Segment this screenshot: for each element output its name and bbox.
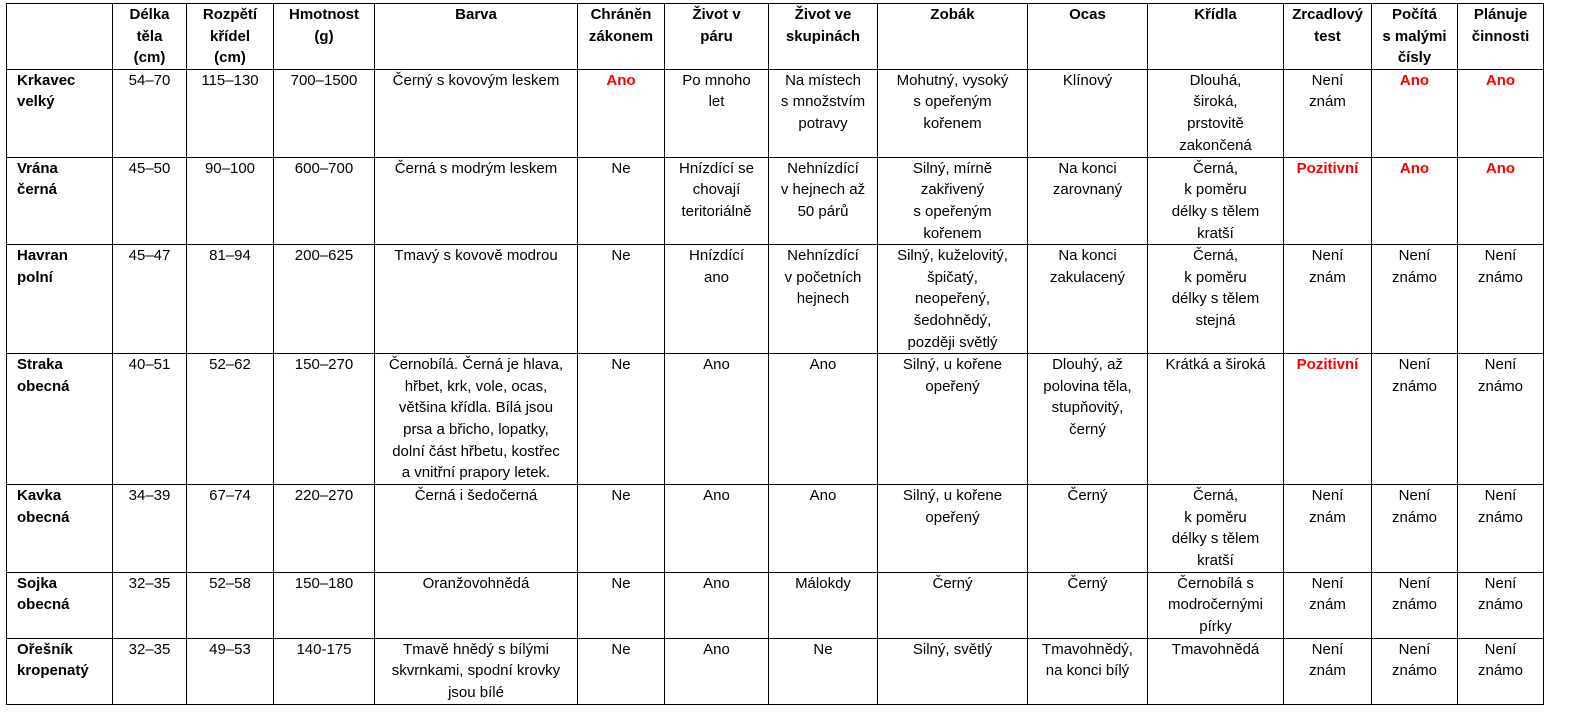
cell-beak: Silný, světlý (878, 638, 1028, 704)
cell-mirror-test: Není znám (1284, 69, 1372, 157)
cell-protected: Ne (578, 572, 665, 638)
header-body-length: Délka těla (cm) (113, 4, 187, 70)
cell-group-life: Na místech s množstvím potravy (769, 69, 878, 157)
cell-plans: Ano (1458, 157, 1544, 244)
header-protected: Chráněn zákonem (578, 4, 665, 70)
cell-beak: Silný, mírně zakřivený s opeřeným kořenem (878, 157, 1028, 244)
species-name-cell: Sojka obecná (7, 572, 113, 638)
cell-beak: Černý (878, 572, 1028, 638)
header-tail: Ocas (1028, 4, 1148, 70)
cell-tail: Na konci zakulacený (1028, 245, 1148, 354)
cell-beak: Mohutný, vysoký s opeřeným kořenem (878, 69, 1028, 157)
cell-beak: Silný, u kořene opeřený (878, 485, 1028, 572)
cell-counts: Ano (1372, 157, 1458, 244)
cell-pair-life: Ano (665, 572, 769, 638)
cell-plans: Není známo (1458, 354, 1544, 485)
bird-comparison-table (6, 3, 1544, 705)
table-row (7, 572, 1544, 638)
cell-wings: Dlouhá, široká, prstovitě zakončená (1148, 69, 1284, 157)
cell-pair-life: Ano (665, 485, 769, 572)
header-counts: Počítá s malými čísly (1372, 4, 1458, 70)
header-beak: Zobák (878, 4, 1028, 70)
cell-color: Černobílá. Černá je hlava, hřbet, krk, vole, ocas, většina křídla. Bílá jsou prsa a břicho, lopatky, dolní část hřbetu, kostřec a vnitřní prapory letek. (375, 354, 578, 485)
cell-weight: 200–625 (274, 245, 375, 354)
cell-group-life: Ano (769, 354, 878, 485)
cell-tail: Tmavohnědý, na konci bílý (1028, 638, 1148, 704)
table-row (7, 354, 1544, 485)
cell-pair-life: Hnízdící se chovají teritoriálně (665, 157, 769, 244)
cell-body-length: 32–35 (113, 638, 187, 704)
header-wingspan: Rozpětí křídel (cm) (187, 4, 274, 70)
table-row (7, 69, 1544, 157)
table-row (7, 638, 1544, 704)
header-corner-cell (7, 4, 113, 70)
cell-color: Černý s kovovým leskem (375, 69, 578, 157)
cell-mirror-test: Pozitivní (1284, 157, 1372, 244)
cell-body-length: 40–51 (113, 354, 187, 485)
species-name-cell: Straka obecná (7, 354, 113, 485)
cell-weight: 140-175 (274, 638, 375, 704)
cell-mirror-test: Není znám (1284, 638, 1372, 704)
cell-color: Tmavý s kovově modrou (375, 245, 578, 354)
cell-wingspan: 115–130 (187, 69, 274, 157)
cell-body-length: 45–50 (113, 157, 187, 244)
cell-plans: Není známo (1458, 245, 1544, 354)
cell-body-length: 32–35 (113, 572, 187, 638)
header-mirror-test: Zrcadlový test (1284, 4, 1372, 70)
cell-tail: Dlouhý, až polovina těla, stupňovitý, černý (1028, 354, 1148, 485)
cell-group-life: Ano (769, 485, 878, 572)
cell-plans: Není známo (1458, 485, 1544, 572)
table-row (7, 485, 1544, 572)
cell-protected: Ne (578, 157, 665, 244)
species-name-cell: Krkavec velký (7, 69, 113, 157)
cell-mirror-test: Není znám (1284, 245, 1372, 354)
header-pair-life: Život v páru (665, 4, 769, 70)
table-row (7, 157, 1544, 244)
cell-plans: Není známo (1458, 638, 1544, 704)
cell-weight: 600–700 (274, 157, 375, 244)
cell-beak: Silný, kuželovitý, špičatý, neopeřený, šedohnědý, později světlý (878, 245, 1028, 354)
cell-protected: Ne (578, 638, 665, 704)
cell-pair-life: Ano (665, 354, 769, 485)
cell-weight: 220–270 (274, 485, 375, 572)
cell-counts: Není známo (1372, 485, 1458, 572)
cell-wings: Černobílá s modročernými pírky (1148, 572, 1284, 638)
cell-pair-life: Ano (665, 638, 769, 704)
cell-beak: Silný, u kořene opeřený (878, 354, 1028, 485)
cell-group-life: Nehnízdící v početních hejnech (769, 245, 878, 354)
cell-counts: Ano (1372, 69, 1458, 157)
cell-plans: Ano (1458, 69, 1544, 157)
cell-counts: Není známo (1372, 638, 1458, 704)
cell-counts: Není známo (1372, 245, 1458, 354)
cell-color: Černá i šedočerná (375, 485, 578, 572)
header-group-life: Život ve skupinách (769, 4, 878, 70)
cell-mirror-test: Není znám (1284, 572, 1372, 638)
cell-wings: Krátká a široká (1148, 354, 1284, 485)
species-name-cell: Vrána černá (7, 157, 113, 244)
cell-wings: Černá, k poměru délky s tělem kratší (1148, 157, 1284, 244)
cell-wingspan: 52–58 (187, 572, 274, 638)
cell-wings: Černá, k poměru délky s tělem kratší (1148, 485, 1284, 572)
species-name-cell: Kavka obecná (7, 485, 113, 572)
header-wings: Křídla (1148, 4, 1284, 70)
cell-weight: 700–1500 (274, 69, 375, 157)
header-plans: Plánuje činnosti (1458, 4, 1544, 70)
cell-mirror-test: Pozitivní (1284, 354, 1372, 485)
cell-protected: Ano (578, 69, 665, 157)
cell-body-length: 34–39 (113, 485, 187, 572)
table-row (7, 245, 1544, 354)
cell-color: Tmavě hnědý s bílými skvrnkami, spodní krovky jsou bílé (375, 638, 578, 704)
cell-tail: Černý (1028, 485, 1148, 572)
cell-wingspan: 49–53 (187, 638, 274, 704)
species-name-cell: Ořešník kropenatý (7, 638, 113, 704)
cell-pair-life: Po mnoho let (665, 69, 769, 157)
cell-weight: 150–270 (274, 354, 375, 485)
header-weight: Hmotnost (g) (274, 4, 375, 70)
cell-group-life: Málokdy (769, 572, 878, 638)
cell-counts: Není známo (1372, 572, 1458, 638)
cell-wingspan: 67–74 (187, 485, 274, 572)
cell-tail: Klínový (1028, 69, 1148, 157)
cell-weight: 150–180 (274, 572, 375, 638)
cell-tail: Černý (1028, 572, 1148, 638)
cell-color: Oranžovohnědá (375, 572, 578, 638)
cell-group-life: Ne (769, 638, 878, 704)
cell-wingspan: 81–94 (187, 245, 274, 354)
cell-wingspan: 90–100 (187, 157, 274, 244)
cell-mirror-test: Není znám (1284, 485, 1372, 572)
cell-body-length: 54–70 (113, 69, 187, 157)
cell-wings: Tmavohnědá (1148, 638, 1284, 704)
cell-plans: Není známo (1458, 572, 1544, 638)
header-row (7, 4, 1544, 70)
cell-pair-life: Hnízdící ano (665, 245, 769, 354)
cell-group-life: Nehnízdící v hejnech až 50 párů (769, 157, 878, 244)
species-name-cell: Havran polní (7, 245, 113, 354)
cell-protected: Ne (578, 354, 665, 485)
cell-wings: Černá, k poměru délky s tělem stejná (1148, 245, 1284, 354)
cell-wingspan: 52–62 (187, 354, 274, 485)
cell-protected: Ne (578, 245, 665, 354)
cell-body-length: 45–47 (113, 245, 187, 354)
header-color: Barva (375, 4, 578, 70)
cell-counts: Není známo (1372, 354, 1458, 485)
cell-tail: Na konci zarovnaný (1028, 157, 1148, 244)
cell-color: Černá s modrým leskem (375, 157, 578, 244)
cell-protected: Ne (578, 485, 665, 572)
